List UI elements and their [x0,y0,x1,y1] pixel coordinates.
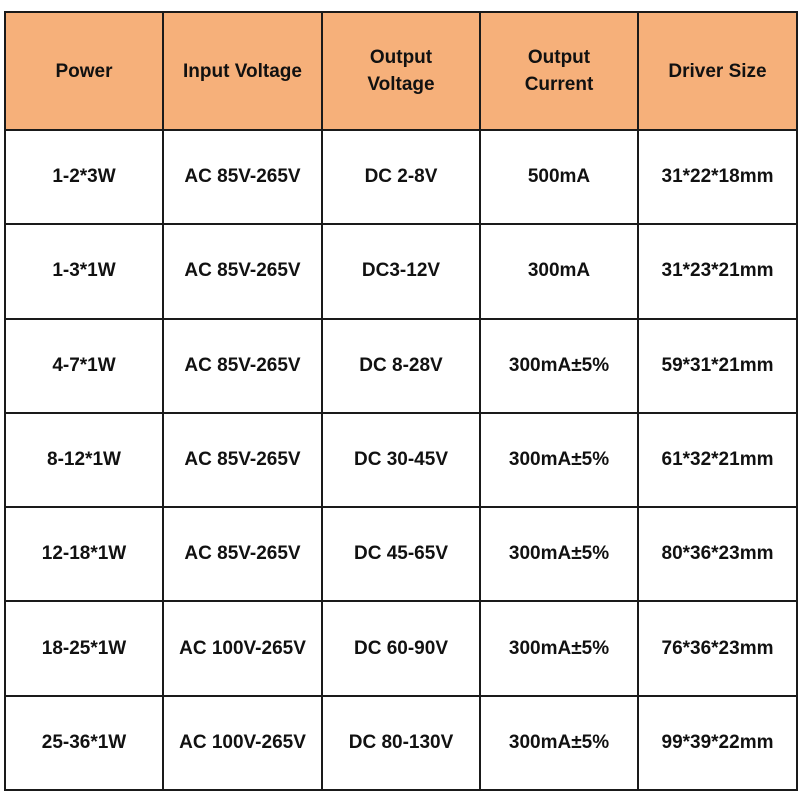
cell-output-current: 300mA±5% [480,696,638,790]
cell-driver-size: 76*36*23mm [638,601,797,695]
cell-input-voltage: AC 85V-265V [163,130,322,224]
cell-power: 1-2*3W [5,130,163,224]
cell-power: 12-18*1W [5,507,163,601]
table-row [5,319,797,413]
cell-output-current: 300mA±5% [480,319,638,413]
cell-input-voltage: AC 85V-265V [163,224,322,318]
cell-output-voltage: DC 45-65V [322,507,480,601]
cell-driver-size: 31*22*18mm [638,130,797,224]
cell-output-current: 300mA±5% [480,413,638,507]
cell-driver-size: 99*39*22mm [638,696,797,790]
cell-power: 25-36*1W [5,696,163,790]
cell-input-voltage: AC 85V-265V [163,413,322,507]
cell-output-current: 300mA [480,224,638,318]
cell-output-current: 300mA±5% [480,601,638,695]
cell-output-voltage: DC 2-8V [322,130,480,224]
cell-driver-size: 61*32*21mm [638,413,797,507]
cell-driver-size: 59*31*21mm [638,319,797,413]
cell-output-voltage: DC 8-28V [322,319,480,413]
table-header [5,12,797,130]
header-row [5,12,797,130]
cell-output-voltage: DC3-12V [322,224,480,318]
header-output-current: Output Current [480,12,638,130]
table-row [5,130,797,224]
cell-output-voltage: DC 60-90V [322,601,480,695]
cell-input-voltage: AC 100V-265V [163,696,322,790]
cell-power: 8-12*1W [5,413,163,507]
spec-table-container [4,11,796,791]
cell-input-voltage: AC 85V-265V [163,319,322,413]
cell-input-voltage: AC 100V-265V [163,601,322,695]
cell-power: 1-3*1W [5,224,163,318]
table-row [5,224,797,318]
cell-driver-size: 31*23*21mm [638,224,797,318]
header-output-voltage: Output Voltage [322,12,480,130]
header-driver-size: Driver Size [638,12,797,130]
cell-output-current: 500mA [480,130,638,224]
cell-power: 4-7*1W [5,319,163,413]
cell-output-voltage: DC 30-45V [322,413,480,507]
table-row [5,413,797,507]
table-row [5,696,797,790]
cell-power: 18-25*1W [5,601,163,695]
table-body [5,130,797,790]
cell-output-voltage: DC 80-130V [322,696,480,790]
header-input-voltage: Input Voltage [163,12,322,130]
cell-driver-size: 80*36*23mm [638,507,797,601]
table-row [5,601,797,695]
cell-output-current: 300mA±5% [480,507,638,601]
header-power: Power [5,12,163,130]
driver-spec-table [4,11,798,791]
table-row [5,507,797,601]
cell-input-voltage: AC 85V-265V [163,507,322,601]
